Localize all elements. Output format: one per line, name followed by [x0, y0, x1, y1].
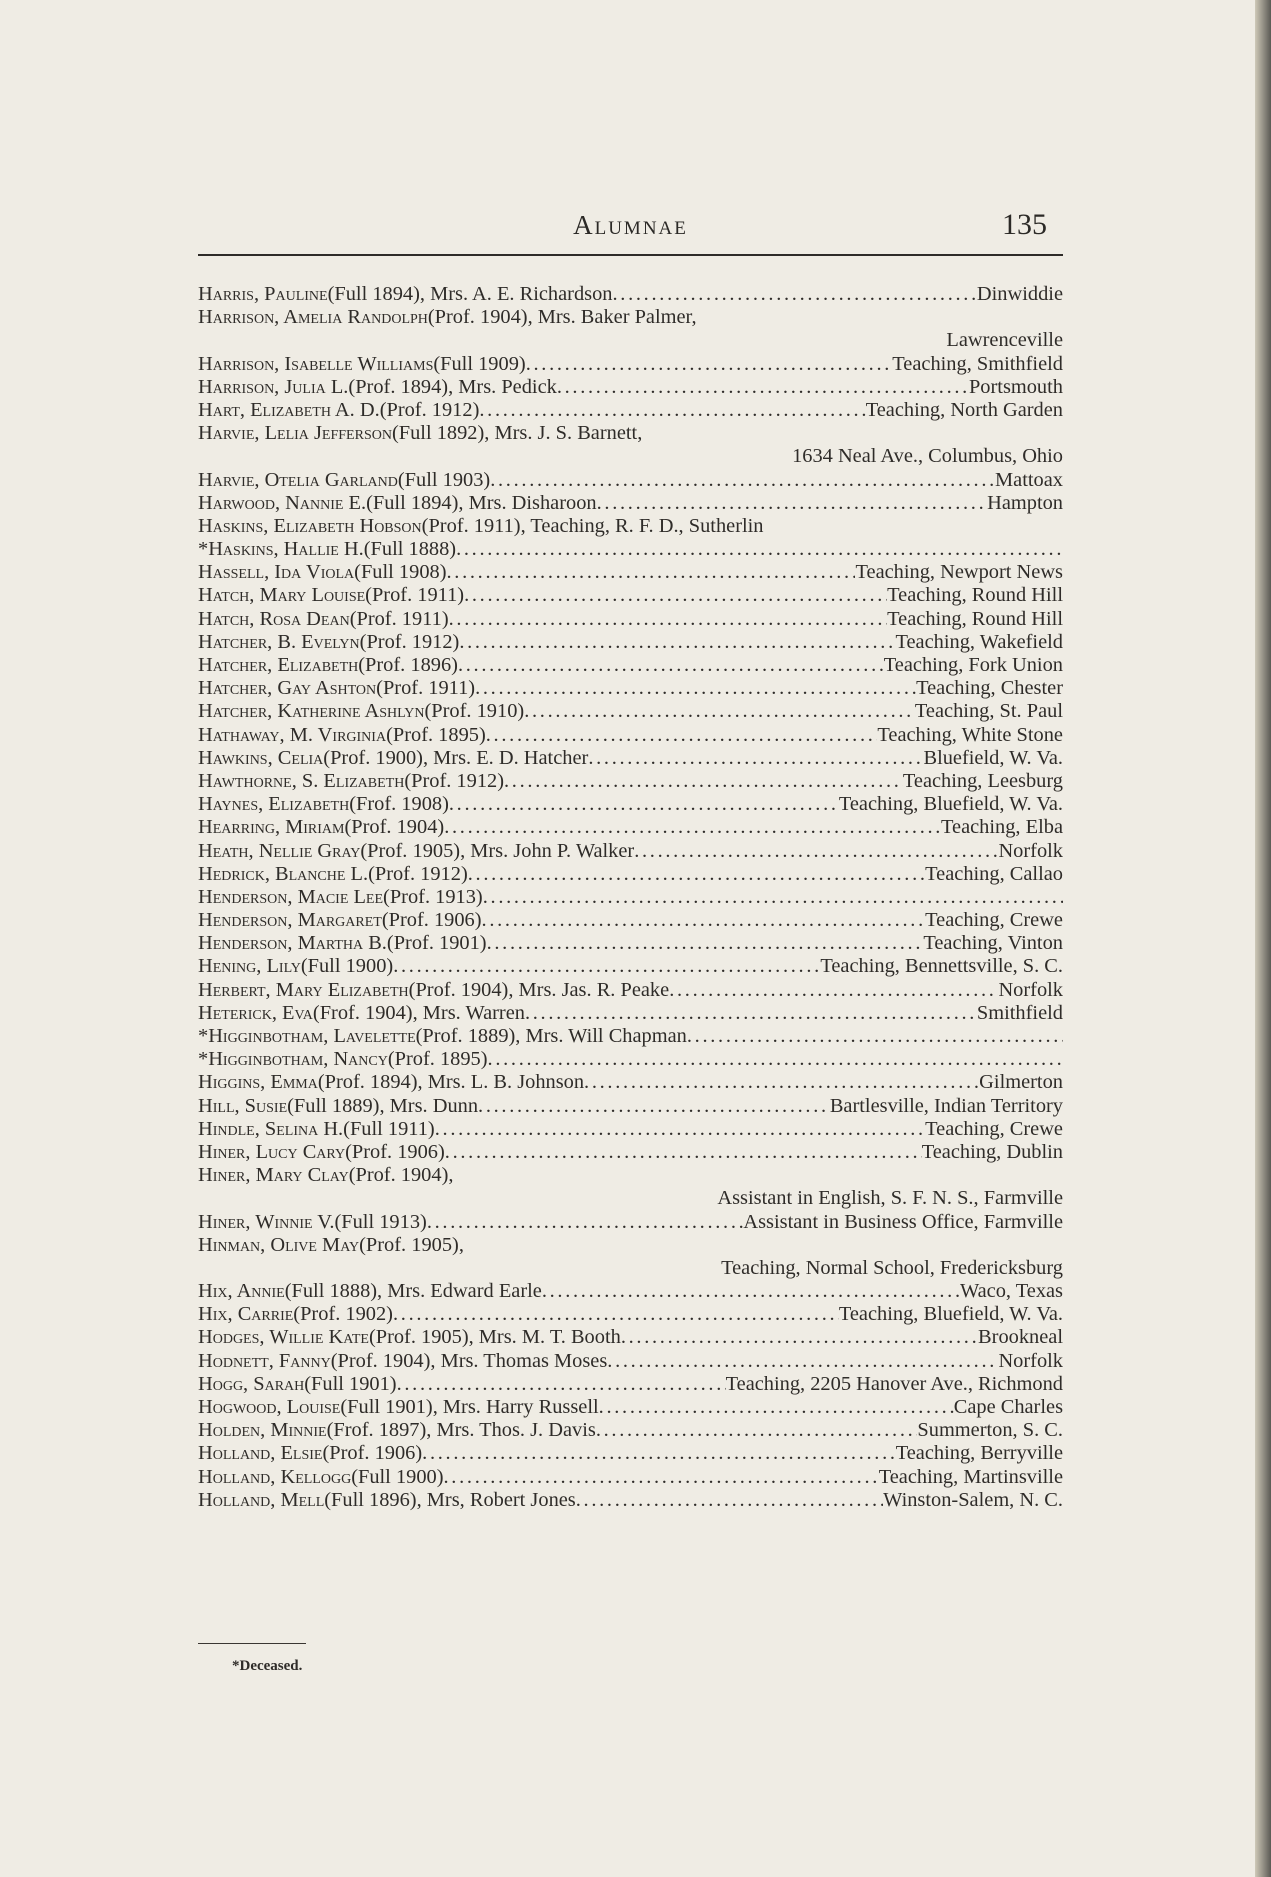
- alumna-location: Cape Charles: [953, 1396, 1063, 1418]
- alumna-detail: (Prof. 1906): [345, 1140, 445, 1163]
- list-item: [198, 886, 1063, 909]
- alumna-detail: (Full 1888), Mrs. Edward Earle: [284, 1280, 542, 1303]
- alumna-location: Mattoax: [995, 468, 1063, 491]
- list-item: [198, 979, 1063, 1002]
- dot-leader: [427, 1211, 744, 1234]
- dot-leader: [584, 1071, 979, 1094]
- dot-leader: [607, 1350, 998, 1373]
- alumna-name: Hogwood, Louise: [198, 1396, 341, 1418]
- list-item: [198, 724, 1063, 747]
- alumna-detail: (Prof. 1904), Mrs. Jas. R. Peake: [408, 978, 670, 1001]
- alumna-detail: (Prof. 1912): [379, 398, 480, 421]
- footnote: *Deceased.: [232, 1658, 303, 1674]
- alumna-name: Hix, Carrie: [198, 1303, 294, 1326]
- alumna-name: Hiner, Winnie V.: [198, 1210, 335, 1233]
- alumna-name: Higgins, Emma: [198, 1071, 318, 1094]
- list-item: [198, 700, 1063, 723]
- alumna-name: Hatcher, Elizabeth: [198, 654, 359, 676]
- alumna-name: Hening, Lily: [198, 955, 301, 978]
- dot-leader: [393, 1303, 839, 1326]
- alumna-location: Bluefield, W. Va.: [923, 746, 1063, 769]
- alumna-name: Hathaway, M. Virginia: [198, 723, 387, 746]
- alumna-location: 1634 Neal Ave., Columbus, Ohio: [792, 445, 1063, 468]
- dot-leader: [524, 700, 915, 723]
- dot-leader: [447, 561, 856, 584]
- dot-leader: [435, 1118, 925, 1141]
- alumna-location: Hampton: [987, 491, 1063, 514]
- list-item: [198, 1303, 1063, 1326]
- list-item: [198, 932, 1063, 955]
- alumna-name: Hogg, Sarah: [198, 1372, 305, 1395]
- alumna-name: Holden, Minnie: [198, 1419, 327, 1442]
- alumna-detail: (Prof. 1889), Mrs. Will Chapman: [415, 1025, 687, 1047]
- alumna-name: *Higginbotham, Nancy: [198, 1048, 388, 1071]
- alumna-location: Lawrenceville: [946, 329, 1063, 352]
- dot-leader: [449, 608, 888, 631]
- alumna-location: Teaching, Wakefield: [895, 630, 1063, 653]
- alumna-location: Teaching, Callao: [925, 862, 1063, 885]
- alumna-detail: (Prof. 1904), Mrs. Baker Palmer,: [427, 306, 697, 329]
- alumna-location: Teaching, Bluefield, W. Va.: [838, 793, 1063, 816]
- alumna-detail: (Full 1894), Mrs. A. E. Richardson: [327, 283, 613, 305]
- alumna-detail: (Prof. 1912): [404, 769, 505, 792]
- dot-leader: [486, 724, 878, 747]
- alumna-location: Teaching, Leesburg: [902, 769, 1063, 792]
- dot-leader: [482, 909, 926, 932]
- dot-leader: [557, 376, 969, 399]
- alumna-detail: (Prof. 1894), Mrs. L. B. Johnson: [317, 1071, 585, 1094]
- dot-leader: [526, 353, 893, 376]
- alumna-detail: (Frof. 1897), Mrs. Thos. J. Davis: [326, 1419, 596, 1442]
- alumna-detail: (Prof. 1906): [381, 909, 482, 932]
- alumna-name: Hart, Elizabeth A. D.: [198, 398, 380, 421]
- list-item: [198, 515, 1063, 538]
- dot-leader: [669, 979, 998, 1002]
- alumna-name: Hatcher, B. Evelyn: [198, 630, 360, 653]
- page-edge-shadow: [1255, 0, 1271, 1877]
- list-item: [198, 1071, 1063, 1094]
- dot-leader: [483, 886, 1063, 909]
- alumna-detail: (Prof. 1911): [365, 584, 465, 607]
- page-header: [198, 208, 1063, 256]
- alumna-detail: (Full 1901), Mrs. Harry Russell: [340, 1396, 599, 1418]
- alumna-detail: (Prof. 1911), Teaching, R. F. D., Sutherlin: [421, 514, 764, 537]
- list-item: [198, 863, 1063, 886]
- alumna-name: Hodnett, Fanny: [198, 1349, 331, 1372]
- alumna-name: *Higginbotham, Lavelette: [198, 1025, 416, 1047]
- list-item: [198, 1326, 1063, 1349]
- alumna-location: Gilmerton: [979, 1071, 1063, 1094]
- running-head: Alumnae: [573, 210, 688, 240]
- alumna-location: Assistant in English, S. F. N. S., Farmville: [717, 1187, 1063, 1210]
- alumna-detail: (Full 1901): [304, 1372, 397, 1395]
- alumna-detail: (Full 1903): [397, 468, 491, 491]
- dot-leader: [613, 283, 977, 306]
- dot-leader: [478, 1095, 830, 1118]
- list-item: [198, 631, 1063, 654]
- alumna-name: Harrison, Isabelle Williams: [198, 352, 434, 375]
- alumna-name: Hawkins, Celia: [198, 746, 324, 769]
- alumna-detail: (Prof. 1904): [344, 816, 445, 839]
- list-item: [198, 793, 1063, 816]
- dot-leader: [597, 492, 988, 515]
- alumna-name: Hix, Annie: [198, 1280, 285, 1303]
- alumna-name: Herbert, Mary Elizabeth: [198, 978, 409, 1001]
- dot-leader: [444, 816, 941, 839]
- alumna-name: Holland, Elsie: [198, 1442, 323, 1465]
- dot-leader: [464, 584, 887, 607]
- dot-leader: [621, 1326, 978, 1349]
- alumna-location: Teaching, Chester: [916, 677, 1063, 700]
- alumna-location: Teaching, 2205 Hanover Ave., Richmond: [725, 1372, 1063, 1395]
- alumna-name: Haynes, Elizabeth: [198, 793, 350, 816]
- alumna-detail: (Full 1913): [334, 1210, 427, 1233]
- alumna-location: Teaching, St. Paul: [914, 700, 1063, 723]
- dot-leader: [422, 1442, 896, 1465]
- dot-leader: [542, 1280, 960, 1303]
- alumna-name: Harvie, Otelia Garland: [198, 468, 398, 491]
- footnote-rule: [198, 1643, 306, 1644]
- alumna-detail: (Prof. 1901): [386, 932, 487, 955]
- list-item: [198, 1048, 1063, 1071]
- alumna-detail: (Prof. 1913): [383, 885, 483, 908]
- alumna-location: Teaching, Crewe: [925, 1117, 1063, 1140]
- alumna-detail: (Full 1900): [300, 955, 394, 978]
- dot-leader: [444, 1466, 879, 1489]
- list-item: [198, 1025, 1063, 1048]
- alumna-location: Teaching, Smithfield: [892, 352, 1063, 375]
- list-item: [198, 909, 1063, 932]
- alumna-location: Norfolk: [998, 839, 1063, 862]
- alumna-detail: (Prof. 1896): [358, 654, 458, 676]
- list-item: [198, 353, 1063, 376]
- alumna-name: Harvie, Lelia Jefferson: [198, 422, 392, 445]
- alumna-detail: (Prof. 1912): [359, 630, 460, 653]
- alumna-detail: (Full 1892), Mrs. J. S. Barnett,: [391, 422, 643, 445]
- alumna-detail: (Prof. 1904), Mrs. Thomas Moses: [330, 1349, 608, 1372]
- alumna-name: Hill, Susie: [198, 1094, 288, 1117]
- alumna-location: Summerton, S. C.: [917, 1419, 1063, 1442]
- list-item: [198, 654, 1063, 677]
- list-item-continuation: [198, 1187, 1063, 1210]
- list-item: [198, 399, 1063, 422]
- list-item: [198, 747, 1063, 770]
- alumna-detail: (Prof. 1894), Mrs. Pedick: [348, 375, 557, 398]
- alumna-name: Hassell, Ida Viola: [198, 561, 355, 584]
- alumna-location: Bartlesville, Indian Territory: [829, 1094, 1063, 1117]
- alumna-name: Hatch, Mary Louise: [198, 584, 366, 607]
- dot-leader: [479, 399, 865, 422]
- alumna-detail: (Prof. 1912): [368, 862, 468, 885]
- dot-leader: [487, 932, 924, 955]
- list-item: [198, 1442, 1063, 1465]
- list-item: [198, 1234, 1063, 1257]
- alumna-detail: (Prof. 1895): [387, 1048, 488, 1071]
- alumna-location: Assistant in Business Office, Farmville: [743, 1210, 1063, 1233]
- alumna-name: *Haskins, Hallie H.: [198, 538, 364, 561]
- alumna-location: Teaching, Bluefield, W. Va.: [838, 1303, 1063, 1326]
- dot-leader: [459, 631, 895, 654]
- alumna-detail: (Full 1909): [433, 352, 526, 375]
- alumna-location: Teaching, Fork Union: [883, 654, 1063, 676]
- alumna-location: Teaching, Round Hill: [887, 584, 1063, 607]
- page-number: 135: [1002, 208, 1047, 241]
- alumna-name: Harris, Pauline: [198, 283, 328, 305]
- list-item: [198, 955, 1063, 978]
- dot-leader: [490, 469, 995, 492]
- alumna-location: Dinwiddie: [976, 283, 1063, 305]
- list-item: [198, 1373, 1063, 1396]
- dot-leader: [449, 793, 839, 816]
- alumna-name: Hedrick, Blanche L.: [198, 862, 369, 885]
- alumna-detail: (Frof. 1908): [349, 793, 449, 816]
- alumna-detail: (Prof. 1905), Mrs. John P. Walker: [360, 839, 635, 862]
- alumna-name: Hatcher, Gay Ashton: [198, 677, 377, 700]
- list-item: [198, 1002, 1063, 1025]
- alumna-location: Teaching, Berryville: [895, 1442, 1063, 1465]
- alumna-location: Portsmouth: [968, 375, 1063, 398]
- alumna-name: Hatcher, Katherine Ashlyn: [198, 700, 425, 723]
- dot-leader: [525, 1002, 977, 1025]
- list-item: [198, 816, 1063, 839]
- alumna-location: Teaching, Vinton: [923, 932, 1063, 955]
- dot-leader: [468, 863, 925, 886]
- alumna-name: Henderson, Margaret: [198, 909, 382, 932]
- alumna-detail: (Prof. 1905),: [359, 1233, 464, 1256]
- alumna-location: Teaching, Normal School, Fredericksburg: [721, 1256, 1063, 1279]
- list-item: [198, 1350, 1063, 1373]
- list-item: [198, 1419, 1063, 1442]
- alumna-detail: (Full 1900): [351, 1465, 444, 1488]
- list-item: [198, 1396, 1063, 1419]
- alumna-name: Hatch, Rosa Dean: [198, 607, 350, 630]
- list-item: [198, 1280, 1063, 1303]
- alumna-name: Hiner, Lucy Cary: [198, 1140, 346, 1163]
- alumna-location: Teaching, White Stone: [877, 723, 1063, 746]
- alumna-name: Hearring, Miriam: [198, 816, 345, 839]
- alumna-name: Holland, Kellogg: [198, 1465, 352, 1488]
- alumna-detail: (Full 1888): [363, 538, 457, 561]
- alumna-name: Henderson, Macie Lee: [198, 885, 384, 908]
- alumna-name: Hinman, Olive May: [198, 1233, 360, 1256]
- dot-leader: [488, 1048, 1063, 1071]
- list-item: [198, 677, 1063, 700]
- alumna-detail: (Prof. 1902): [293, 1303, 393, 1326]
- alumna-location: Norfolk: [998, 978, 1063, 1001]
- list-item: [198, 376, 1063, 399]
- alumna-location: Teaching, Newport News: [855, 561, 1063, 584]
- alumna-detail: (Full 1894), Mrs. Disharoon: [366, 491, 597, 514]
- alumna-location: Smithfield: [976, 1001, 1063, 1024]
- list-item: [198, 538, 1063, 561]
- list-item: [198, 608, 1063, 631]
- alumna-location: Teaching, Bennettsville, S. C.: [820, 955, 1063, 978]
- alumna-location: Norfolk: [998, 1349, 1063, 1372]
- alumna-name: Haskins, Elizabeth Hobson: [198, 514, 422, 537]
- list-item: [198, 469, 1063, 492]
- alumna-detail: (Prof. 1910): [424, 700, 525, 723]
- alumna-name: Harrison, Julia L.: [198, 375, 349, 398]
- list-item: [198, 840, 1063, 863]
- alumna-detail: (Prof. 1904),: [348, 1164, 454, 1187]
- dot-leader: [634, 840, 998, 863]
- alumna-location: Teaching, Round Hill: [887, 607, 1063, 630]
- alumna-detail: (Full 1908): [354, 561, 447, 584]
- list-item-continuation: [198, 329, 1063, 352]
- alumna-location: Winston-Salem, N. C.: [883, 1488, 1063, 1511]
- list-item: [198, 561, 1063, 584]
- alumna-detail: (Prof. 1905), Mrs. M. T. Booth: [368, 1326, 621, 1349]
- alumna-detail: (Prof. 1900), Mrs. E. D. Hatcher: [323, 746, 589, 769]
- alumna-name: Hindle, Selina H.: [198, 1117, 344, 1140]
- alumna-name: Heath, Nellie Gray: [198, 839, 361, 862]
- alumna-detail: (Prof. 1895): [386, 723, 486, 746]
- dot-leader: [393, 955, 820, 978]
- list-item: [198, 1466, 1063, 1489]
- alumna-name: Holland, Mell: [198, 1488, 325, 1511]
- dot-leader: [599, 1396, 954, 1419]
- dot-leader: [445, 1141, 922, 1164]
- dot-leader: [458, 654, 884, 677]
- dot-leader: [456, 538, 1063, 561]
- list-item: [198, 1095, 1063, 1118]
- alumna-detail: (Full 1911): [343, 1117, 435, 1140]
- list-item: [198, 306, 1063, 329]
- alumna-name: Henderson, Martha B.: [198, 932, 387, 955]
- alumna-detail: (Prof. 1911): [376, 677, 476, 700]
- list-item: [198, 1141, 1063, 1164]
- alumna-name: Hawthorne, S. Elizabeth: [198, 769, 405, 792]
- alumna-location: Teaching, Dublin: [921, 1140, 1063, 1163]
- list-item: [198, 283, 1063, 306]
- alumna-name: Hodges, Willie Kate: [198, 1326, 369, 1349]
- list-item: [198, 770, 1063, 793]
- dot-leader: [475, 677, 916, 700]
- alumna-location: Waco, Texas: [960, 1280, 1063, 1303]
- alumna-name: Hiner, Mary Clay: [198, 1164, 349, 1187]
- alumna-detail: (Frof. 1904), Mrs. Warren: [312, 1001, 525, 1024]
- list-item-continuation: [198, 1257, 1063, 1280]
- dot-leader: [687, 1025, 1063, 1048]
- list-item: [198, 1489, 1063, 1512]
- dot-leader: [588, 747, 923, 770]
- alumnae-list: [198, 283, 1063, 1512]
- alumna-location: Brookneal: [978, 1326, 1063, 1349]
- list-item: [198, 584, 1063, 607]
- list-item: [198, 492, 1063, 515]
- alumna-detail: (Full 1896), Mrs, Robert Jones: [324, 1488, 576, 1511]
- dot-leader: [504, 770, 903, 793]
- list-item: [198, 1164, 1063, 1187]
- alumna-location: Teaching, Crewe: [925, 909, 1063, 932]
- alumna-name: Heterick, Eva: [198, 1001, 313, 1024]
- dot-leader: [576, 1489, 883, 1512]
- alumna-location: Teaching, North Garden: [865, 398, 1063, 421]
- list-item-continuation: [198, 445, 1063, 468]
- alumna-location: Teaching, Elba: [941, 816, 1063, 839]
- alumna-name: Harwood, Nannie E.: [198, 491, 367, 514]
- alumna-location: Teaching, Martinsville: [878, 1465, 1063, 1488]
- alumna-detail: (Prof. 1906): [322, 1442, 423, 1465]
- alumna-name: Harrison, Amelia Randolph: [198, 306, 428, 329]
- list-item: [198, 1211, 1063, 1234]
- dot-leader: [397, 1373, 726, 1396]
- list-item: [198, 422, 1063, 445]
- dot-leader: [596, 1419, 918, 1442]
- alumna-detail: (Prof. 1911): [349, 607, 449, 630]
- alumna-detail: (Full 1889), Mrs. Dunn: [287, 1094, 479, 1117]
- list-item: [198, 1118, 1063, 1141]
